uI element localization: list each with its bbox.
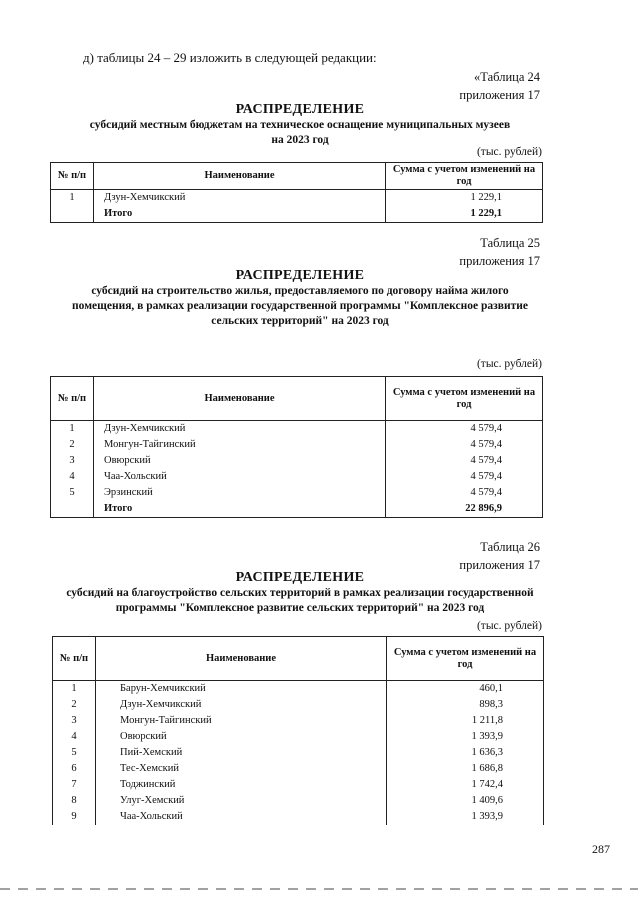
table-ref-line: «Таблица 24 [474, 70, 540, 84]
table-ref-line: Таблица 25 [480, 236, 540, 250]
table-ref-line: Таблица 26 [480, 540, 540, 554]
table-row: 9 Чаа-Хольский 1 393,9 [53, 809, 544, 825]
table-total-row: Итого 22 896,9 [51, 501, 543, 518]
table-row: 4 Овюрский 1 393,9 [53, 729, 544, 745]
intro-text: д) таблицы 24 – 29 изложить в следующей редакции: [83, 50, 377, 65]
col-header-sum: Сумма с учетом изменений на год [386, 163, 543, 190]
heading-title: РАСПРЕДЕЛЕНИЕ [235, 268, 365, 283]
table-26 [52, 636, 544, 825]
table-row: 5 Эрзинский 4 579,4 [51, 485, 543, 501]
col-header-num: № п/п [51, 377, 94, 421]
heading-subtitle: субсидий на строительство жилья, предоставляемого по договору найма жилого [91, 285, 509, 297]
table-26-heading [40, 570, 560, 616]
table-ref-line: приложения 17 [459, 254, 540, 268]
table-row: 4 Чаа-Хольский 4 579,4 [51, 469, 543, 485]
table-row: 3 Монгун-Тайгинский 1 211,8 [53, 713, 544, 729]
table-ref-line: приложения 17 [459, 88, 540, 102]
col-header-num: № п/п [51, 163, 94, 190]
heading-title: РАСПРЕДЕЛЕНИЕ [235, 570, 365, 585]
table-24-heading [50, 102, 550, 148]
table-row: 1 Дзун-Хемчикский 4 579,4 [51, 421, 543, 438]
heading-subtitle: субсидий на благоустройство сельских территорий в рамках реализации государственной [66, 587, 534, 599]
heading-subtitle: субсидий местным бюджетам на техническое оснащение муниципальных музеев [89, 119, 511, 131]
table-25 [50, 376, 543, 518]
heading-subtitle: сельских территорий" на 2023 год [211, 315, 389, 327]
page-number: 287 [592, 842, 610, 856]
table-row: 8 Улуг-Хемский 1 409,6 [53, 793, 544, 809]
col-header-name: Наименование [96, 637, 387, 681]
units-label: (тыс. рублей) [476, 146, 542, 158]
table-row: 2 Монгун-Тайгинский 4 579,4 [51, 437, 543, 453]
table-row: 6 Тес-Хемский 1 686,8 [53, 761, 544, 777]
table-ref-line: приложения 17 [459, 558, 540, 572]
table-row: 1 Дзун-Хемчикский 1 229,1 [51, 190, 543, 207]
col-header-sum: Сумма с учетом изменений на год [386, 377, 543, 421]
table-25-heading [50, 268, 550, 329]
table-24-ref [459, 68, 540, 104]
table-row: 2 Дзун-Хемчикский 898,3 [53, 697, 544, 713]
table-row: 7 Тоджинский 1 742,4 [53, 777, 544, 793]
table-row: 5 Пий-Хемский 1 636,3 [53, 745, 544, 761]
heading-title: РАСПРЕДЕЛЕНИЕ [235, 102, 365, 117]
units-label: (тыс. рублей) [476, 358, 542, 370]
col-header-num: № п/п [53, 637, 96, 681]
heading-subtitle: программы "Комплексное развитие сельских территорий" на 2023 год [115, 602, 485, 614]
table-24 [50, 162, 543, 223]
heading-subtitle: на 2023 год [271, 134, 329, 146]
units-label: (тыс. рублей) [476, 620, 542, 632]
col-header-sum: Сумма с учетом изменений на год [387, 637, 544, 681]
col-header-name: Наименование [94, 163, 386, 190]
table-row: 1 Барун-Хемчикский 460,1 [53, 681, 544, 698]
col-header-name: Наименование [94, 377, 386, 421]
table-row: 3 Овюрский 4 579,4 [51, 453, 543, 469]
table-26-ref [459, 538, 540, 574]
table-total-row: Итого 1 229,1 [51, 206, 543, 223]
scan-edge-divider [0, 888, 638, 890]
heading-subtitle: помещения, в рамках реализации государственной программы "Комплексное развитие [72, 300, 528, 312]
table-25-ref [459, 234, 540, 270]
